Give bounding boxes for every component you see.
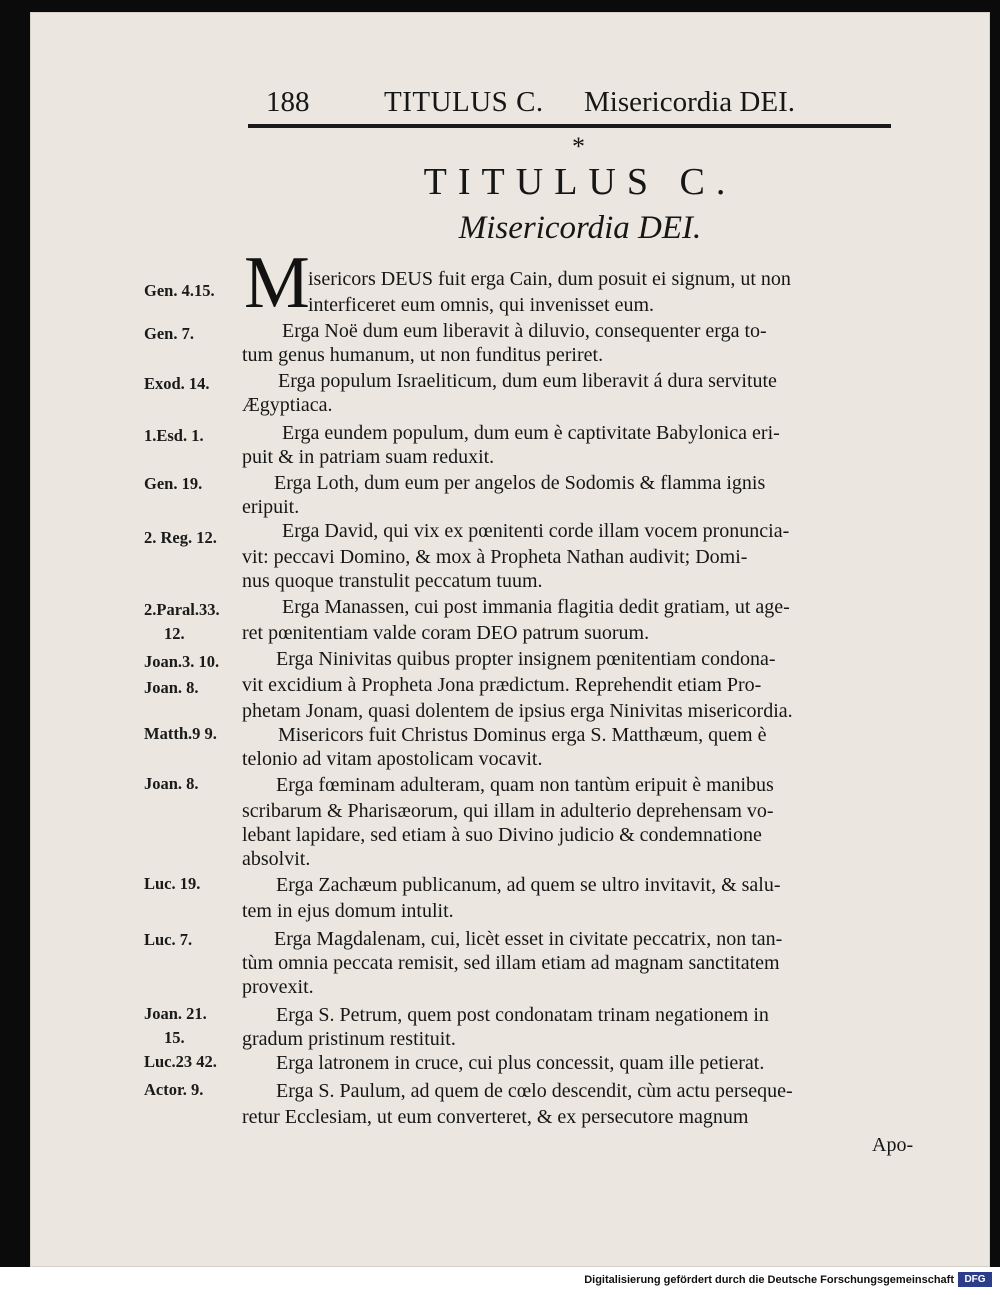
text-line: Erga S. Petrum, quem post condonatam trinam negationem in <box>276 1004 769 1026</box>
text-line: absolvit. <box>242 848 311 870</box>
text-line: provexit. <box>242 976 314 998</box>
margin-reference: Actor. 9. <box>144 1080 204 1099</box>
margin-reference: Gen. 19. <box>144 474 203 493</box>
margin-reference: 12. <box>164 624 185 643</box>
text-line: puit & in patriam suam reduxit. <box>242 446 495 468</box>
text-line: Ægyptiaca. <box>242 394 333 416</box>
dfg-logo: DFG <box>958 1272 992 1287</box>
asterisk-ornament: * <box>572 132 585 161</box>
text-line: Erga fœminam adulteram, quam non tantùm eripuit è manibus <box>276 774 774 796</box>
text-line: telonio ad vitam apostolicam vocavit. <box>242 748 543 770</box>
running-head-title: TITULUS C. <box>384 86 544 118</box>
margin-reference: 1.Esd. 1. <box>144 426 204 445</box>
text-line: gradum pristinum restituit. <box>242 1028 456 1050</box>
text-line: Erga David, qui vix ex pœnitenti corde illam vocem pronuncia- <box>282 520 790 542</box>
text-line: Misericors fuit Christus Dominus erga S. Matthæum, quem è <box>278 724 767 746</box>
chapter-subtitle: Misericordia DEI. <box>458 210 702 246</box>
running-head <box>266 80 826 120</box>
text-line: tem in ejus domum intulit. <box>242 900 454 922</box>
text-line: Erga S. Paulum, ad quem de cœlo descendit, cùm actu persequе- <box>276 1080 793 1102</box>
margin-reference: Joan. 8. <box>144 678 199 697</box>
text-line: retur Ecclesiam, ut eum converteret, & ex persecutore magnum <box>242 1106 749 1128</box>
margin-reference: Joan.3. 10. <box>144 652 220 671</box>
text-line: Erga Ninivitas quibus propter insignem pœnitentiam condona- <box>276 648 776 670</box>
margin-reference: Joan. 21. <box>144 1004 207 1023</box>
text-line: scribarum & Pharisæorum, qui illam in adulterio deprehensam vo- <box>242 800 774 822</box>
text-line: Erga Loth, dum eum per angelos de Sodomis & flamma ignis <box>274 472 766 494</box>
margin-reference: Gen. 4.15. <box>144 281 215 300</box>
margin-reference: Matth.9 9. <box>144 724 217 743</box>
text-line: Erga eundem populum, dum eum è captivitate Babylonica eri- <box>282 422 780 444</box>
text-line: eripuit. <box>242 496 300 518</box>
margin-reference: Exod. 14. <box>144 374 210 393</box>
margin-reference: Gen. 7. <box>144 324 194 343</box>
catchword: Apo- <box>872 1134 914 1156</box>
margin-reference: 2. Reg. 12. <box>144 528 217 547</box>
footer-bar <box>0 1267 1000 1295</box>
margin-reference: Luc. 7. <box>144 930 193 949</box>
text-line: phetam Jonam, quasi dolentem de ipsius erga Ninivitas misericordia. <box>242 700 793 722</box>
margin-reference: Luc. 19. <box>144 874 201 893</box>
text-line: ret pœnitentiam valde coram DEO patrum suorum. <box>242 622 650 644</box>
text-line: tùm omnia peccata remisit, sed illam etiam ad magnam sanctitatem <box>242 952 780 974</box>
text-line: vit excidium à Propheta Jona prædictum. Reprehendit etiam Pro- <box>242 674 762 696</box>
text-line: vit: peccavi Domino, & mox à Propheta Nathan audivit; Domi- <box>242 546 748 568</box>
text-line: Erga Zachæum publicanum, ad quem se ultro invitavit, & salu- <box>276 874 781 896</box>
text-line: Erga latronem in cruce, cui plus concessit, quam ille petierat. <box>276 1052 765 1074</box>
page-number: 188 <box>266 86 310 118</box>
text-line: Erga populum Israeliticum, dum eum liberavit á dura servitute <box>278 370 777 392</box>
text-line: Erga Noë dum eum liberavit à diluvio, consequenter erga to- <box>282 320 767 342</box>
drop-cap: M <box>244 242 310 324</box>
text-line: interficeret eum omnis, qui invenisset eum. <box>308 294 655 316</box>
text-line: Erga Magdalenam, cui, licèt esset in civitate peccatrix, non tan- <box>274 928 783 950</box>
text-line: isericors DEUS fuit erga Cain, dum posuit ei signum, ut non <box>308 268 791 290</box>
margin-reference: 2.Paral.33. <box>144 600 220 619</box>
text-line: tum genus humanum, ut non funditus periret. <box>242 344 604 366</box>
header-rule <box>248 124 891 128</box>
text-line: lebant lapidare, sed etiam à suo Divino judicio & condemnatione <box>242 824 762 846</box>
running-head-subtitle: Misericordia DEI. <box>584 86 795 118</box>
margin-reference: Luc.23 42. <box>144 1052 217 1071</box>
chapter-title: TITULUS C. <box>423 161 737 203</box>
text-line: nus quoque transtulit peccatum tuum. <box>242 570 543 592</box>
text-line: Erga Manassen, cui post immania flagitia dedit gratiam, ut age- <box>282 596 790 618</box>
margin-reference: 15. <box>164 1028 185 1047</box>
funding-notice: Digitalisierung gefördert durch die Deutsche Forschungsgemeinschaft <box>584 1274 954 1286</box>
margin-reference: Joan. 8. <box>144 774 199 793</box>
